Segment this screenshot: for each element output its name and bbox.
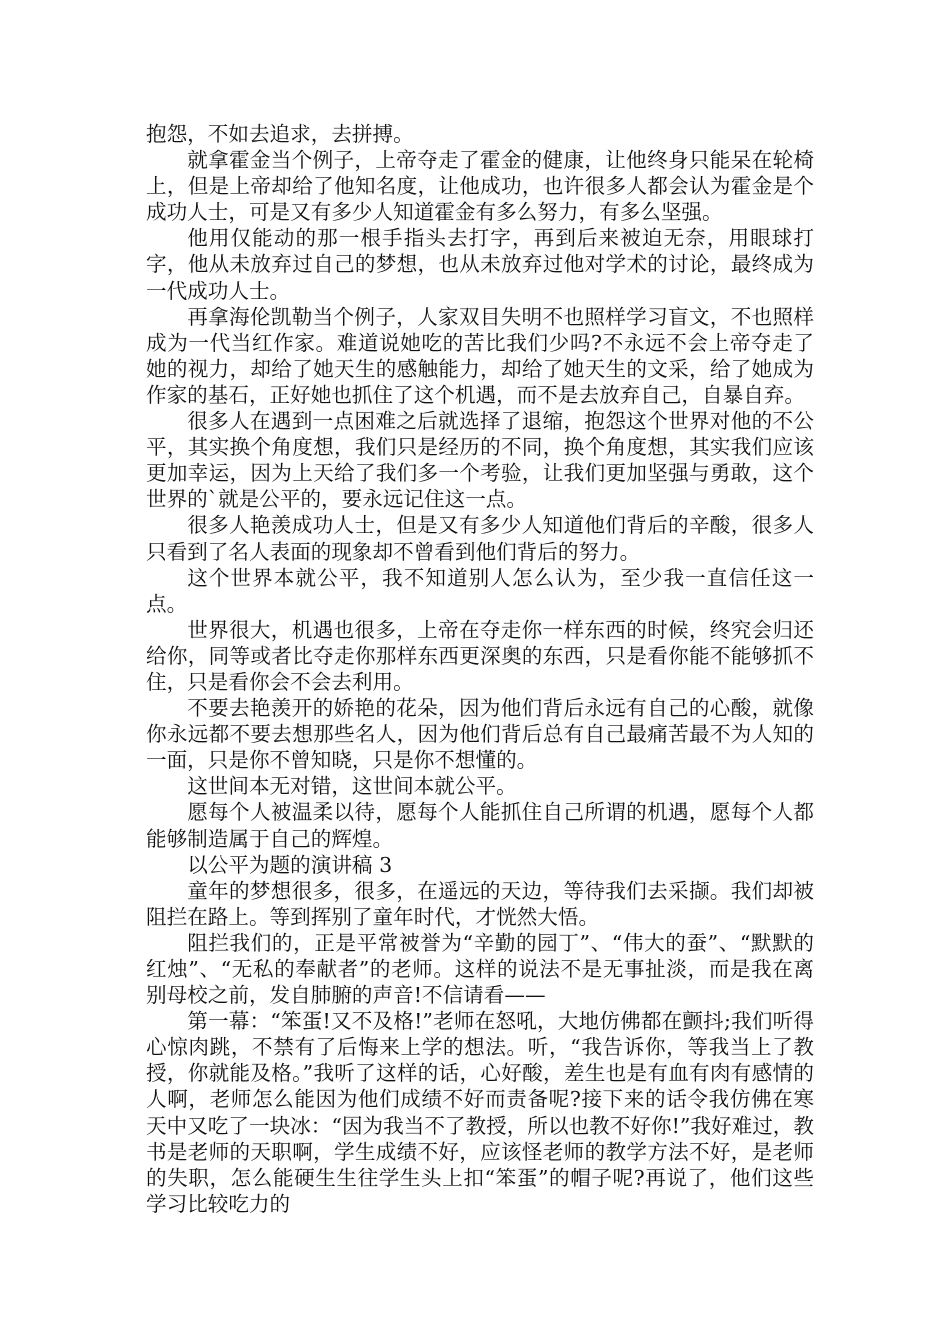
document-body [146, 121, 814, 1217]
paragraph-5: 很多人在遇到一点困难之后就选择了退缩，抱怨这个世界对他的不公平，其实换个角度想，我们只是经历的不同，换个角度想，其实我们应该更加幸运，因为上天给了我们多一个考验，让我们更加坚强与勇敢，这个世界的`就是公平的，要永远记住这一点。 [146, 409, 814, 512]
paragraph-7: 这个世界本就公平，我不知道别人怎么认为，至少我一直信任这一点。 [146, 565, 814, 616]
paragraph-8: 世界很大，机遇也很多，上帝在夺走你一样东西的时候，终究会归还给你，同等或者比夺走你那样东西更深奥的东西，只是看你能不能够抓不住，只是看你会不会去利用。 [146, 617, 814, 694]
paragraph-15: 第一幕：“笨蛋!又不及格!”老师在怒吼，大地仿佛都在颤抖;我们听得心惊肉跳，不禁有了后悔来上学的想法。听，“我告诉你，等我当上了教授，你就能及格。”我听了这样的话，心好酸，差生也是有血有肉有感情的人啊，老师怎么能因为他们成绩不好而责备呢?接下来的话令我仿佛在寒天中又吃了一块冰：“因为我当不了教授，所以也教不好你!”我好难过，教书是老师的天职啊，学生成绩不好，应该怪老师的教学方法不好，是老师的失职，怎么能硬生生往学生头上扣“笨蛋”的帽子呢?再说了，他们这些学习比较吃力的 [146, 1009, 814, 1216]
paragraph-9: 不要去艳羡开的娇艳的花朵，因为他们背后永远有自己的心酸，就像你永远都不要去想那些名人，因为他们背后总有自己最痛苦最不为人知的一面，只是你不曾知晓，只是你不想懂的。 [146, 696, 814, 773]
paragraph-4: 再拿海伦凯勒当个例子，人家双目失明不也照样学习盲文，不也照样成为一代当红作家。难道说她吃的苦比我们少吗?不永远不会上帝夺走了她的视力，却给了她天生的感触能力，却给了她天生的文采，给了她成为作家的基石，正好她也抓住了这个机遇，而不是去放弃自己，自暴自弃。 [146, 304, 814, 407]
paragraph-3: 他用仅能动的那一根手指头去打字，再到后来被迫无奈，用眼球打字，他从未放弃过自己的梦想，也从未放弃过他对学术的讨论，最终成为一代成功人士。 [146, 226, 814, 303]
paragraph-11: 愿每个人被温柔以待，愿每个人能抓住自己所谓的机遇，愿每个人都能够制造属于自己的辉煌。 [146, 800, 814, 851]
paragraph-14: 阻拦我们的，正是平常被誉为“辛勤的园丁”、“伟大的蚕”、“默默的红烛”、“无私的奉献者”的老师。这样的说法不是无事扯淡，而是我在离别母校之前，发自肺腑的声音!不信请看—— [146, 930, 814, 1008]
paragraph-6: 很多人艳羡成功人士，但是又有多少人知道他们背后的辛酸，很多人只看到了名人表面的现象却不曾看到他们背后的努力。 [146, 513, 814, 564]
section-heading: 以公平为题的演讲稿 3 [187, 852, 393, 877]
paragraph-2: 就拿霍金当个例子，上帝夺走了霍金的健康，让他终身只能呆在轮椅上，但是上帝却给了他知名度，让他成功，也许很多人都会认为霍金是个成功人士，可是又有多少人知道霍金有多么努力，有多么坚强。 [146, 148, 814, 225]
paragraph-1: 抱怨，不如去追求，去拼搏。 [146, 122, 414, 146]
paragraph-10: 这世间本无对错，这世间本就公平。 [187, 774, 517, 799]
paragraph-13: 童年的梦想很多，很多，在遥远的天边，等待我们去采撷。我们却被阻拦在路上。等到挥别了童年时代，才恍然大悟。 [146, 878, 814, 929]
